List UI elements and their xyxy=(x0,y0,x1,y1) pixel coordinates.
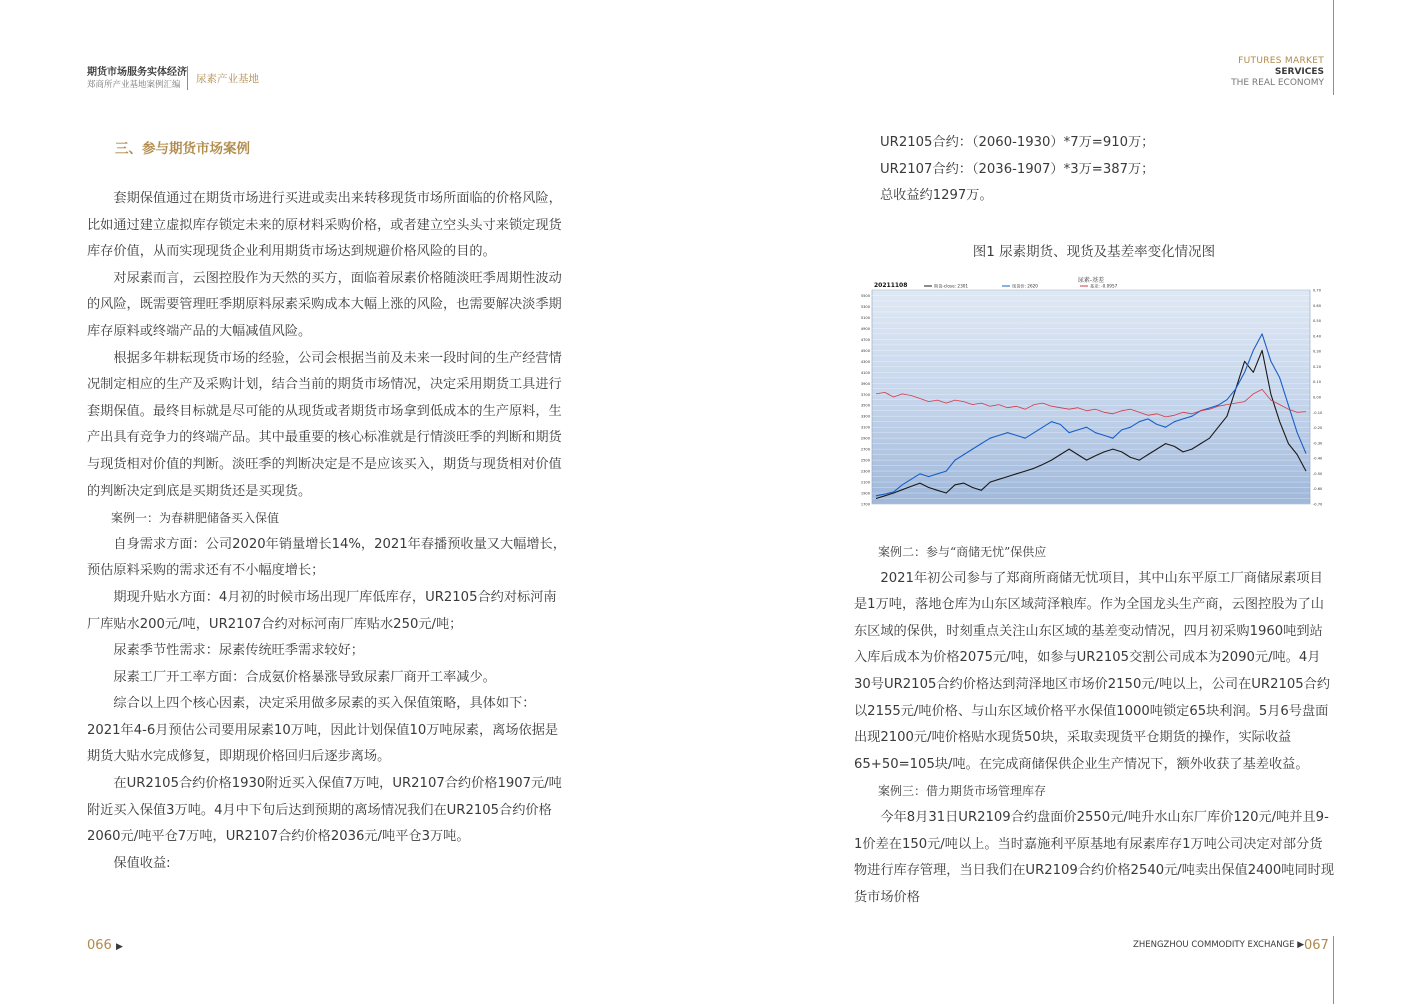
profit-line: UR2105合约：（2060-1930）*7万=910万； xyxy=(880,135,1155,150)
y2-tick-label: -0.20 xyxy=(1313,426,1323,431)
y-tick-label: 4500 xyxy=(860,348,870,353)
profit-lines xyxy=(880,130,1330,210)
y2-tick-label: 0.30 xyxy=(1313,349,1322,354)
y2-tick-label: 0.50 xyxy=(1313,319,1322,324)
header-divider xyxy=(187,66,188,90)
y-tick-label: 4700 xyxy=(860,337,870,342)
left-column xyxy=(87,186,567,877)
paragraph: 期现升贴水方面：4月初的时候市场出现厂库低库存，UR2105合约对标河南厂库贴水200元/吨，UR2107合约对标河南厂库贴水250元/吨； xyxy=(87,589,557,632)
paragraph: 综合以上四个核心因素，决定采用做多尿素的买入保值策略，具体如下：2021年4-6月预估公司要用尿素10万吨，因此计划保值10万吨尿素，离场依据是期货大贴水完成修复，即期现价格回归后逐步离场。 xyxy=(87,696,559,765)
page-number: 066 xyxy=(87,938,112,953)
page-number-left xyxy=(87,938,123,953)
y-tick-label: 5300 xyxy=(860,304,870,309)
profit-total: 总收益约1297万。 xyxy=(880,188,993,204)
y-tick-label: 2700 xyxy=(860,447,870,452)
basis-chart xyxy=(854,274,1334,514)
figure-title: 图1 尿素期货、现货及基差率变化情况图 xyxy=(972,244,1216,260)
y2-tick-label: 0.00 xyxy=(1313,395,1322,400)
y-tick-label: 2100 xyxy=(860,480,870,485)
header-right-line3: THE REAL ECONOMY xyxy=(1231,78,1324,88)
y-tick-label: 5100 xyxy=(860,315,870,320)
chart-title: 尿素-基差 xyxy=(1077,277,1105,284)
page-number: 067 xyxy=(1304,938,1329,953)
paragraph: 2021年初公司参与了郑商所商储无忧项目，其中山东平原工厂商储尿素项目是1万吨，落地仓库为山东区域菏泽粮库。作为全国龙头生产商，云图控股为了山东区域的保供，时刻重点关注山东区域的基差变动情况，四月初采购1960吨到站入库后成本为价格2075元/吨，如参与UR2105交割公司成本为2090元/吨。4月30号UR2105合约价格达到菏泽地区市场价2150元/吨以上，公司在UR2105合约以2155元/吨价格、与山东区域价格平水保值1000吨锁定65块利润。5月6号盘面出现2100元/吨价格贴水现货50块，采取卖现货平仓期货的操作，实际收益65+50=105块/吨。在完成商储保供企业生产情况下，额外收获了基差收益。 xyxy=(854,570,1331,772)
paragraph: 套期保值通过在期货市场进行买进或卖出来转移现货市场所面临的价格风险，比如通过建立虚拟库存锁定未来的原材料采购价格，或者建立空头头寸来锁定现货库存价值，从而实现现货企业利用期货市场达到规避价格风险的目的。 xyxy=(87,191,562,260)
y2-tick-label: -0.70 xyxy=(1313,502,1323,507)
header-title: 期货市场服务实体经济 xyxy=(87,67,187,78)
plot-area xyxy=(872,290,1310,504)
y2-tick-label: 0.20 xyxy=(1313,364,1322,369)
y-tick-label: 4100 xyxy=(860,370,870,375)
y-tick-label: 3700 xyxy=(860,392,870,397)
y-tick-label: 2500 xyxy=(860,458,870,463)
y-tick-label: 3900 xyxy=(860,381,870,386)
case-heading: 案例二：参与“商储无忧”保供应 xyxy=(878,545,1047,559)
triangle-right-icon: ▶ xyxy=(115,942,123,952)
triangle-right-icon: ▶ xyxy=(1297,940,1305,950)
y2-tick-label: 0.40 xyxy=(1313,334,1322,339)
legend-label: 基差: -0.0957 xyxy=(1090,283,1118,289)
y-tick-label: 4300 xyxy=(860,359,870,364)
y-tick-label: 2900 xyxy=(860,436,870,441)
paragraph: 自身需求方面：公司2020年销量增长14%，2021年春播预收量又大幅增长，预估原料采购的需求还有不小幅度增长； xyxy=(87,536,566,579)
paragraph: 在UR2105合约价格1930附近买入保值7万吨，UR2107合约价格1907元/吨附近买入保值3万吨。4月中下旬后达到预期的离场情况我们在UR2105合约价格2060元/吨平仓7万吨，UR2107合约价格2036元/吨平仓3万吨。 xyxy=(87,776,562,845)
y2-tick-label: 0.70 xyxy=(1313,288,1322,293)
profit-line: UR2107合约：（2036-1907）*3万=387万； xyxy=(880,161,1155,177)
y-tick-label: 1900 xyxy=(860,491,870,496)
paragraph: 今年8月31日UR2109合约盘面价2550元/吨升水山东厂库价120元/吨并且9-1价差在150元/吨以上。当时嘉施利平原基地有尿素库存1万吨公司决定对部分货物进行库存管理，当日我们在UR2109合约价格2540元/吨卖出保值2400吨同时现货市场价格 xyxy=(854,809,1335,905)
y-tick-label: 3500 xyxy=(860,403,870,408)
section-title: 三、参与期货市场案例 xyxy=(115,141,250,157)
legend-label: 期货-close: 2301 xyxy=(934,283,969,289)
right-column xyxy=(854,539,1334,911)
right-rule-bottom xyxy=(1333,936,1334,1004)
y2-tick-label: 0.10 xyxy=(1313,380,1322,385)
header-section: 尿素产业基地 xyxy=(196,73,259,85)
header-right-line2: SERVICES xyxy=(1274,67,1324,77)
header-left xyxy=(87,66,187,91)
y2-tick-label: -0.40 xyxy=(1313,456,1323,461)
header-right xyxy=(1231,56,1324,89)
paragraph: 根据多年耕耘现货市场的经验，公司会根据当前及未来一段时间的生产经营情况制定相应的生产及采购计划，结合当前的期货市场情况，决定采用期货工具进行套期保值。最终目标就是尽可能的从现货或者期货市场拿到低成本的生产原料，生产出具有竞争力的终端产品。其中最重要的核心标准就是行情淡旺季的判断和期货与现货相对价值的判断。淡旺季的判断决定是不是应该买入，期货与现货相对价值的判断决定到底是买期货还是买现货。 xyxy=(87,350,562,499)
paragraph: 尿素季节性需求：尿素传统旺季需求较好； xyxy=(113,643,364,659)
y2-tick-label: -0.50 xyxy=(1313,471,1323,476)
case-heading: 案例一：为春耕肥储备买入保值 xyxy=(111,511,280,526)
y-tick-label: 3300 xyxy=(860,414,870,419)
y-tick-label: 2300 xyxy=(860,469,870,474)
header-right-line1: FUTURES MARKET xyxy=(1238,56,1324,66)
y-tick-label: 3100 xyxy=(860,425,870,430)
y-tick-label: 4900 xyxy=(860,326,870,331)
y2-tick-label: -0.30 xyxy=(1313,441,1323,446)
chart-date: 20211108 xyxy=(874,282,908,289)
exchange-name: ZHENGZHOU COMMODITY EXCHANGE xyxy=(1133,940,1295,950)
paragraph: 对尿素而言，云图控股作为天然的买方，面临着尿素价格随淡旺季周期性波动的风险，既需要管理旺季期原料尿素采购成本大幅上涨的风险，也需要解决淡季期库存原料或终端产品的大幅减值风险。 xyxy=(87,270,562,339)
right-rule-top xyxy=(1333,0,1334,95)
y2-tick-label: -0.60 xyxy=(1313,487,1323,492)
y2-tick-label: 0.60 xyxy=(1313,303,1322,308)
paragraph: 保值收益: xyxy=(113,855,171,871)
chart-svg xyxy=(854,274,1334,514)
y-tick-label: 1700 xyxy=(860,502,870,507)
case-heading: 案例三：借力期货市场管理库存 xyxy=(878,784,1047,799)
paragraph: 尿素工厂开工率方面：合成氨价格暴涨导致尿素厂商开工率减少。 xyxy=(113,669,496,685)
footer-label xyxy=(1133,940,1304,950)
y-tick-label: 5500 xyxy=(860,293,870,298)
y2-tick-label: -0.10 xyxy=(1313,410,1323,415)
legend-label: 现货价: 2620 xyxy=(1012,283,1038,289)
header-subtitle: 郑商所产业基地案例汇编 xyxy=(87,80,181,90)
